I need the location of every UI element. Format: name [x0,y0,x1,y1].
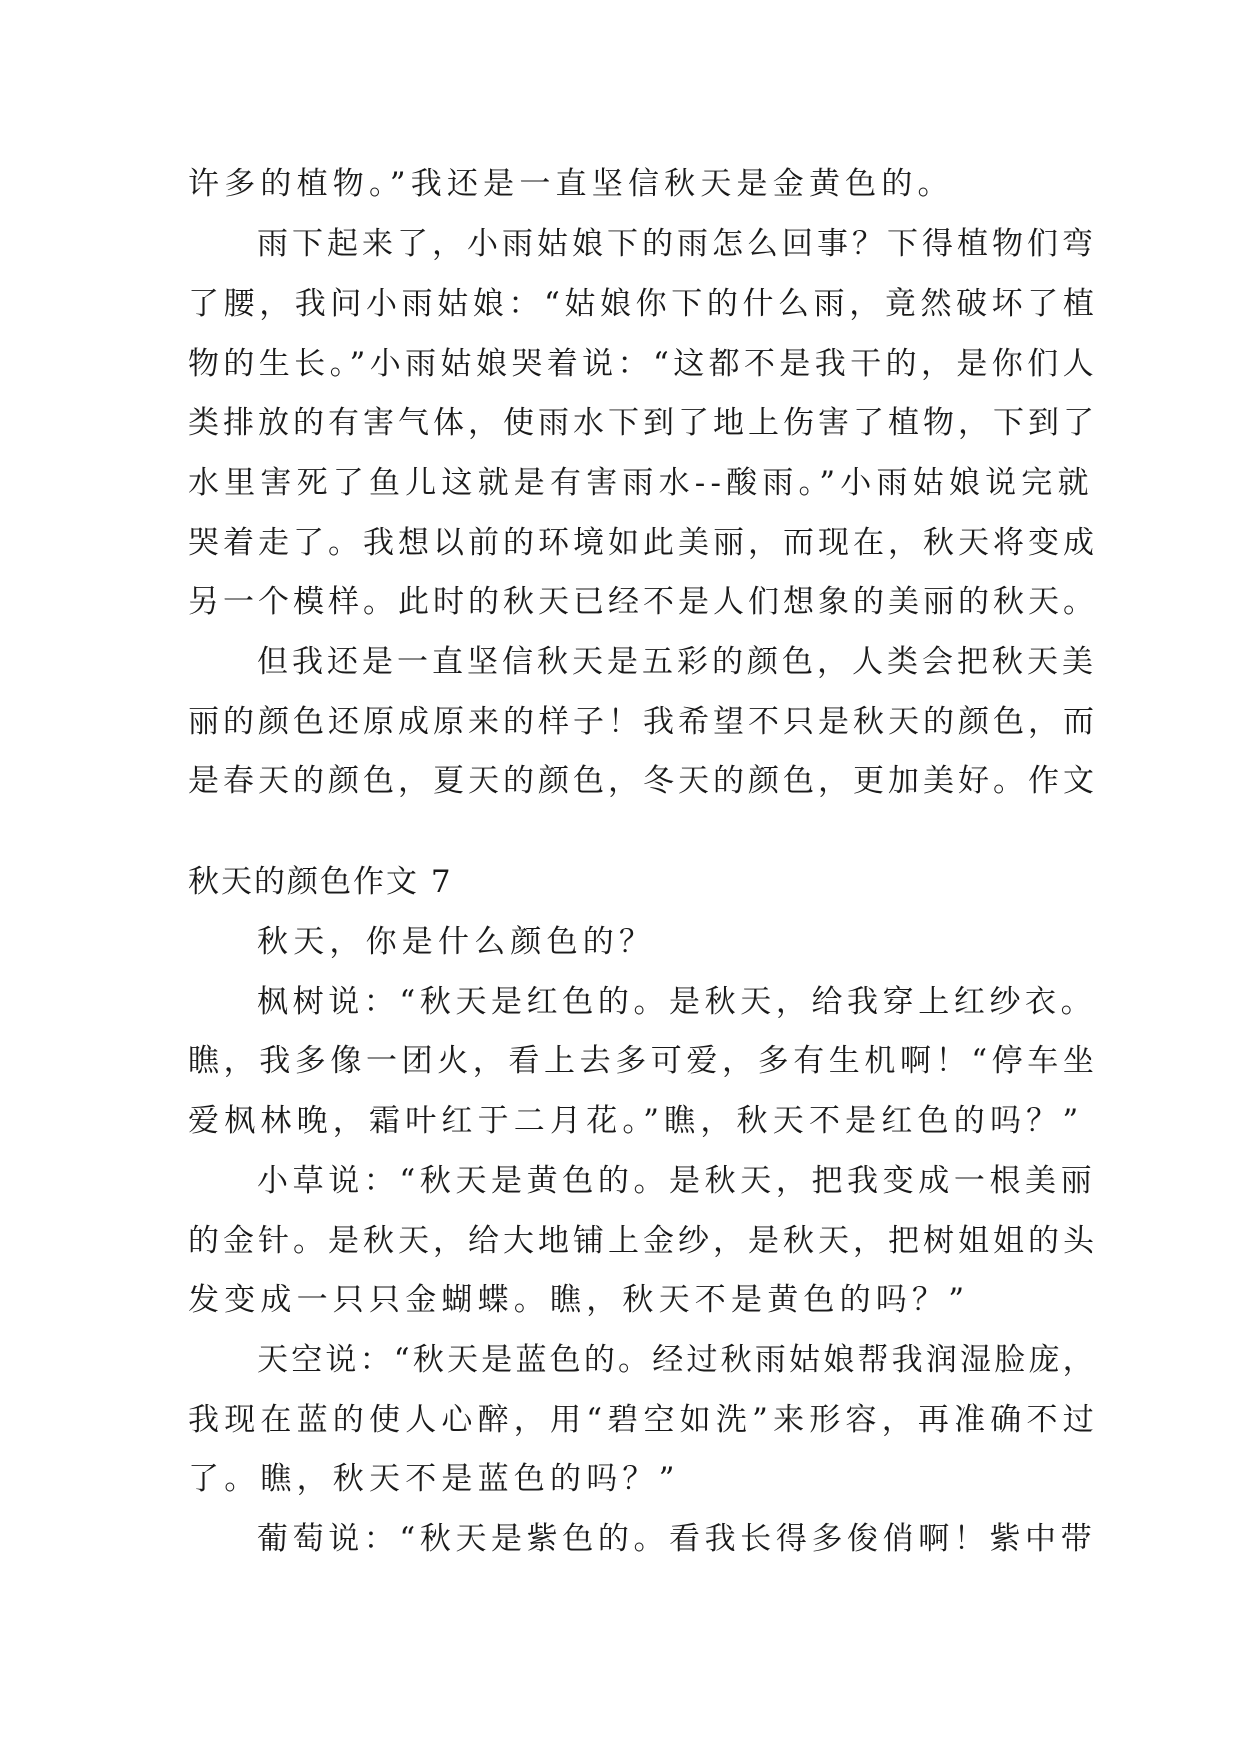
text-line: 另一个模样。此时的秋天已经不是人们想象的美丽的秋天。 [188,584,1098,620]
section-heading: 秋天的颜色作文 7 [188,864,453,900]
text-line: 物的生长。”小雨姑娘哭着说：“这都不是我干的，是你们人 [188,346,1098,382]
paragraph-start-line: 葡萄说：“秋天是紫色的。看我长得多俊俏啊！紫中带 [257,1521,1097,1557]
text-line: 类排放的有害气体，使雨水下到了地上伤害了植物，下到了 [188,405,1098,441]
text-line: 瞧，我多像一团火，看上去多可爱，多有生机啊！“停车坐 [188,1043,1099,1079]
text-line: 了。瞧，秋天不是蓝色的吗？” [188,1461,680,1497]
text-line: 哭着走了。我想以前的环境如此美丽，而现在，秋天将变成 [188,525,1098,561]
paragraph-start-line: 秋天，你是什么颜色的？ [257,924,656,960]
text-line: 丽的颜色还原成原来的样子！我希望不只是秋天的颜色，而 [188,704,1098,740]
text-line: 了腰，我问小雨姑娘：“姑娘你下的什么雨，竟然破坏了植 [188,286,1099,322]
text-line: 是春天的颜色，夏天的颜色，冬天的颜色，更加美好。作文 [188,763,1098,799]
text-line: 的金针。是秋天，给大地铺上金纱，是秋天，把树姐姐的头 [188,1223,1098,1259]
text-line: 水里害死了鱼儿这就是有害雨水--酸雨。”小雨姑娘说完就 [188,465,1094,501]
paragraph-start-line: 枫树说：“秋天是红色的。是秋天，给我穿上红纱衣。 [257,984,1097,1020]
text-line: 发变成一只只金蝴蝶。瞧，秋天不是黄色的吗？” [188,1282,970,1318]
paragraph-start-line: 但我还是一直坚信秋天是五彩的颜色，人类会把秋天美 [257,644,1097,680]
paragraph-start-line: 雨下起来了，小雨姑娘下的雨怎么回事？下得植物们弯 [257,226,1097,262]
text-line: 爱枫林晚，霜叶红于二月花。”瞧，秋天不是红色的吗？” [188,1103,1084,1139]
paragraph-start-line: 小草说：“秋天是黄色的。是秋天，把我变成一根美丽 [257,1163,1097,1199]
text-line: 我现在蓝的使人心醉，用“碧空如洗”来形容，再准确不过 [188,1402,1099,1438]
text-line: 许多的植物。”我还是一直坚信秋天是金黄色的。 [188,166,954,202]
paragraph-start-line: 天空说：“秋天是蓝色的。经过秋雨姑娘帮我润湿脸庞， [257,1342,1097,1378]
